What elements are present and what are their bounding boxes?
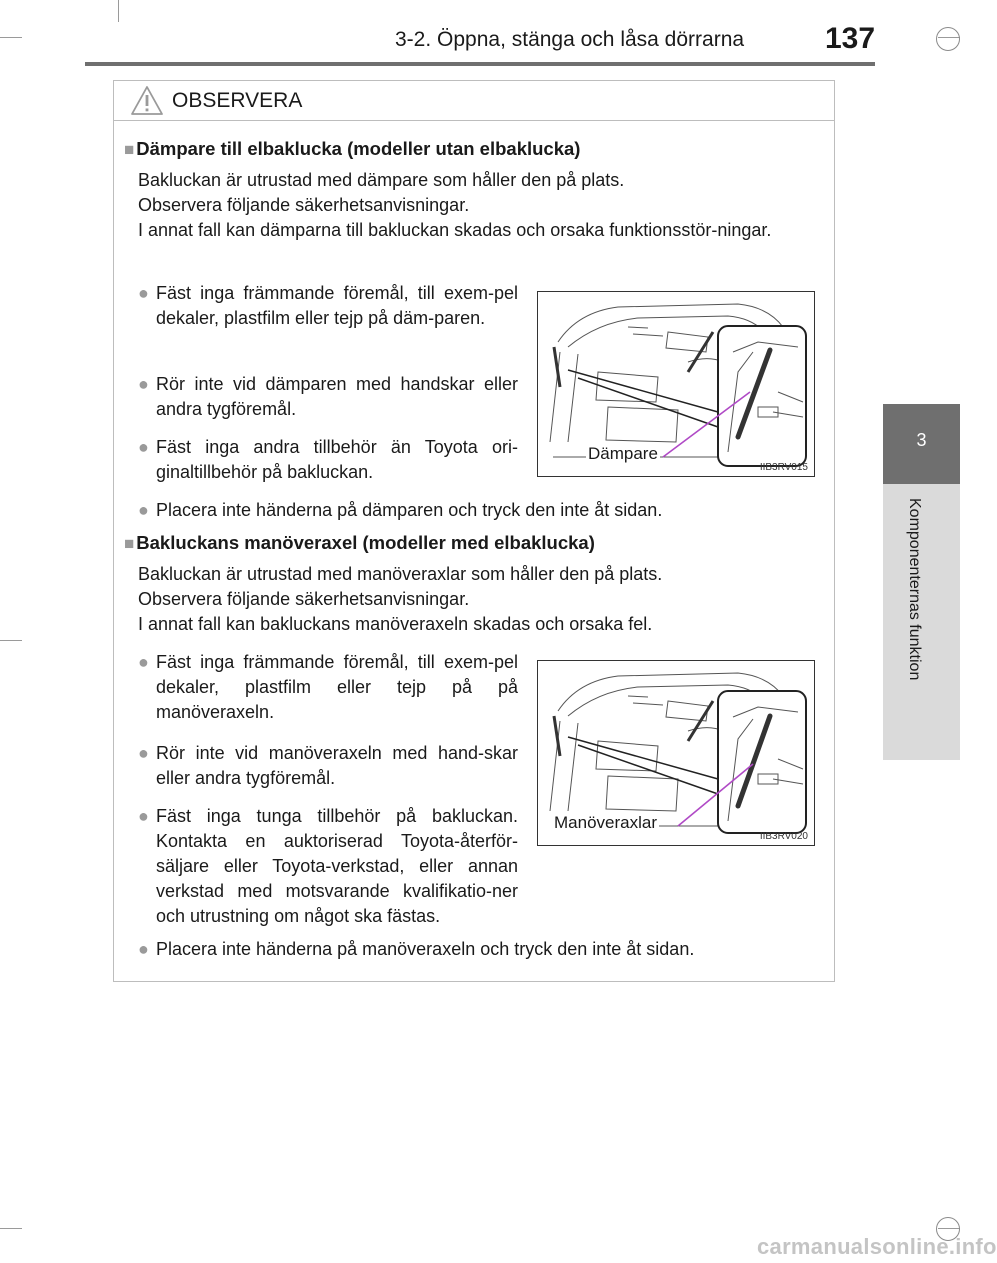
chapter-title: Komponenternas funktion bbox=[906, 498, 923, 681]
bullet-dot-icon: ● bbox=[138, 652, 149, 672]
bullet-dot-icon: ● bbox=[138, 500, 149, 520]
tailgate-damper-drawing bbox=[538, 292, 814, 476]
list-item: ● Placera inte händerna på dämparen och tryck den inte åt sidan. bbox=[156, 498, 816, 523]
registration-mark-icon bbox=[936, 27, 960, 51]
notice-title: OBSERVERA bbox=[172, 89, 303, 112]
page-number: 137 bbox=[825, 22, 876, 55]
crop-mark bbox=[0, 37, 22, 38]
list-item: ● Rör inte vid manöveraxeln med hand-skar eller andra tygföremål. bbox=[138, 743, 518, 788]
section-intro: Bakluckan är utrustad med dämpare som håller den på plats. Observera följande säkerhetsanvisningar. I annat fall kan dämparna till bakluckan skadas och orsaka funktionsstör-ningar. bbox=[138, 170, 772, 240]
bullet-dot-icon: ● bbox=[138, 939, 149, 959]
square-bullet-icon: ■ bbox=[124, 140, 135, 159]
bullet-dot-icon: ● bbox=[138, 437, 149, 457]
chapter-tab bbox=[883, 404, 960, 484]
bullet-dot-icon: ● bbox=[138, 806, 149, 826]
section-title: 3-2. Öppna, stänga och låsa dörrarna bbox=[395, 28, 745, 51]
list-item: ● Rör inte vid dämparen med handskar eller andra tygföremål. bbox=[138, 374, 518, 419]
crop-mark bbox=[0, 640, 22, 641]
chapter-title-panel bbox=[883, 484, 960, 760]
figure-label: Manöveraxlar bbox=[554, 813, 657, 832]
section-heading: ■ Dämpare till elbaklucka (modeller utan elbaklucka) bbox=[124, 138, 581, 159]
list-item: ● Fäst inga tunga tillbehör på bakluckan. Kontakta en auktoriserad Toyota-återför-säljare eller Toyota-verkstad, eller annan verkstad med motsvarande kvalifikatio-ner och utrustning om något ska fästas. bbox=[138, 806, 518, 926]
list-item: ● Fäst inga andra tillbehör än Toyota ori-ginaltillbehör på bakluckan. bbox=[138, 437, 518, 482]
crop-mark bbox=[0, 1228, 22, 1229]
notice-header bbox=[114, 81, 834, 121]
crop-mark bbox=[118, 0, 119, 22]
bullet-dot-icon: ● bbox=[138, 743, 149, 763]
bullet-dot-icon: ● bbox=[138, 283, 149, 303]
figure-label: Dämpare bbox=[588, 444, 658, 463]
bullet-dot-icon: ● bbox=[138, 374, 149, 394]
list-item: ● Fäst inga främmande föremål, till exem-pel dekaler, plastfilm eller tejp på däm-paren. bbox=[138, 283, 518, 328]
watermark: carmanualsonline.info bbox=[757, 1234, 997, 1259]
list-item: ● Placera inte händerna på manöveraxeln och tryck den inte åt sidan. bbox=[156, 937, 816, 962]
header-rule bbox=[85, 62, 875, 66]
figure-code: IIB3RV020 bbox=[759, 831, 808, 842]
section-intro: Bakluckan är utrustad med manöveraxlar som håller den på plats. Observera följande säkerhetsanvisningar. I annat fall kan bakluckans manöveraxeln skadas och orsaka fel. bbox=[138, 564, 663, 634]
figure-code: IIB3RV015 bbox=[759, 462, 808, 473]
square-bullet-icon: ■ bbox=[124, 534, 135, 553]
list-item: ● Fäst inga främmande föremål, till exem-pel dekaler, plastfilm eller tejp på på manöveraxeln. bbox=[138, 652, 518, 722]
operating-shaft-illustration bbox=[537, 660, 815, 846]
chapter-number: 3 bbox=[916, 430, 927, 450]
section-heading: ■ Bakluckans manöveraxel (modeller med elbaklucka) bbox=[124, 532, 595, 553]
damper-illustration bbox=[537, 291, 815, 477]
notice-box bbox=[113, 80, 835, 982]
warning-triangle-icon bbox=[130, 85, 164, 117]
